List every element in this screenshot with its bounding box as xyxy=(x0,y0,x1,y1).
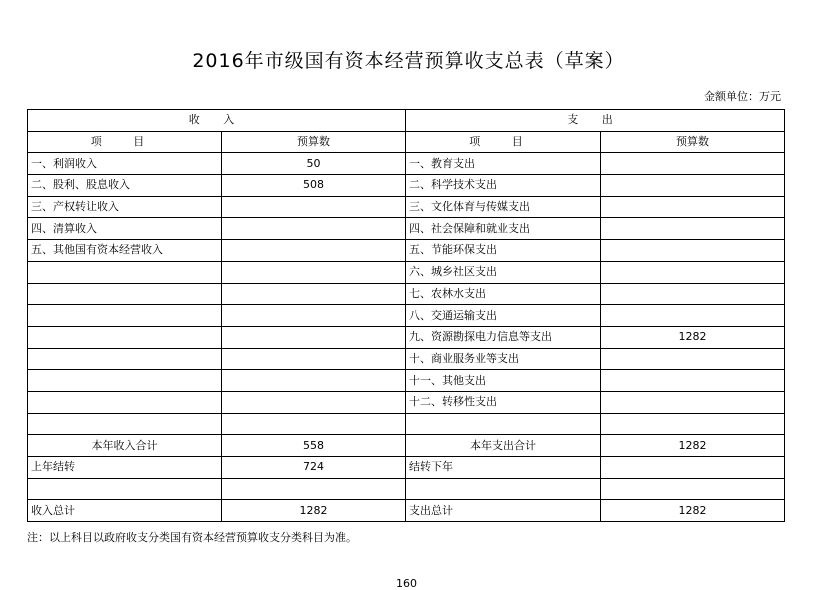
grand-expense-value: 1282 xyxy=(601,500,785,522)
grand-income-label: 收入总计 xyxy=(28,500,222,522)
income-item-cell xyxy=(28,305,222,327)
carryover-in-label: 上年结转 xyxy=(28,457,222,479)
income-total-value: 558 xyxy=(222,435,406,457)
carryover-out-label: 结转下年 xyxy=(406,457,601,479)
column-header-row xyxy=(28,131,785,153)
expense-value-cell xyxy=(601,240,785,262)
table-row xyxy=(28,240,785,262)
expense-item-header: 项 目 xyxy=(406,131,601,153)
income-total-label: 本年收入合计 xyxy=(28,435,222,457)
expense-value-cell xyxy=(601,391,785,413)
income-item-cell xyxy=(28,348,222,370)
table-row xyxy=(28,391,785,413)
grand-expense-label: 支出总计 xyxy=(406,500,601,522)
expense-section-header: 支 出 xyxy=(406,110,785,132)
expense-item-cell: 七、农林水支出 xyxy=(406,283,601,305)
table-row xyxy=(28,348,785,370)
income-value-cell xyxy=(222,240,406,262)
section-header-row xyxy=(28,110,785,132)
table-row xyxy=(28,196,785,218)
expense-value-cell xyxy=(601,261,785,283)
expense-value-cell xyxy=(601,153,785,175)
table-row xyxy=(28,283,785,305)
annual-total-row xyxy=(28,435,785,457)
income-value-cell xyxy=(222,283,406,305)
income-value-cell xyxy=(222,261,406,283)
empty-cell xyxy=(601,478,785,500)
expense-item-cell: 九、资源勘探电力信息等支出 xyxy=(406,326,601,348)
expense-value-cell xyxy=(601,348,785,370)
expense-value-cell xyxy=(601,218,785,240)
income-item-cell: 五、其他国有资本经营收入 xyxy=(28,240,222,262)
expense-item-cell: 六、城乡社区支出 xyxy=(406,261,601,283)
table-row xyxy=(28,305,785,327)
income-value-cell xyxy=(222,370,406,392)
expense-value-cell: 1282 xyxy=(601,326,785,348)
carryover-in-value: 724 xyxy=(222,457,406,479)
carryover-out-value xyxy=(601,457,785,479)
expense-value-cell xyxy=(601,305,785,327)
grand-income-value: 1282 xyxy=(222,500,406,522)
expense-budget-header: 预算数 xyxy=(601,131,785,153)
income-item-cell xyxy=(28,261,222,283)
income-section-header: 收 入 xyxy=(28,110,406,132)
income-budget-header: 预算数 xyxy=(222,131,406,153)
income-item-cell xyxy=(28,391,222,413)
blank-row xyxy=(28,478,785,500)
expense-item-cell: 四、社会保障和就业支出 xyxy=(406,218,601,240)
income-item-header: 项 目 xyxy=(28,131,222,153)
income-value-cell xyxy=(222,391,406,413)
expense-item-cell: 五、节能环保支出 xyxy=(406,240,601,262)
income-value-cell xyxy=(222,413,406,435)
table-row xyxy=(28,413,785,435)
expense-value-cell xyxy=(601,370,785,392)
income-value-cell xyxy=(222,218,406,240)
expense-value-cell xyxy=(601,283,785,305)
budget-table xyxy=(27,109,785,522)
table-row xyxy=(28,326,785,348)
expense-item-cell xyxy=(406,413,601,435)
income-item-cell: 四、清算收入 xyxy=(28,218,222,240)
income-value-cell xyxy=(222,305,406,327)
grand-total-row xyxy=(28,500,785,522)
empty-cell xyxy=(222,478,406,500)
income-item-cell: 二、股利、股息收入 xyxy=(28,175,222,197)
empty-cell xyxy=(28,478,222,500)
expense-total-label: 本年支出合计 xyxy=(406,435,601,457)
expense-value-cell xyxy=(601,413,785,435)
income-item-cell xyxy=(28,413,222,435)
income-item-cell: 三、产权转让收入 xyxy=(28,196,222,218)
page-number: 160 xyxy=(396,577,417,590)
table-row xyxy=(28,218,785,240)
table-row xyxy=(28,261,785,283)
income-value-cell: 50 xyxy=(222,153,406,175)
footnote: 注：以上科目以政府收支分类国有资本经营预算收支分类科目为准。 xyxy=(27,531,357,544)
income-item-cell xyxy=(28,326,222,348)
unit-label: 金额单位：万元 xyxy=(704,90,781,103)
income-value-cell xyxy=(222,326,406,348)
income-item-cell xyxy=(28,370,222,392)
expense-item-cell: 二、科学技术支出 xyxy=(406,175,601,197)
expense-total-value: 1282 xyxy=(601,435,785,457)
expense-item-cell: 一、教育支出 xyxy=(406,153,601,175)
expense-value-cell xyxy=(601,175,785,197)
table-row xyxy=(28,175,785,197)
income-value-cell: 508 xyxy=(222,175,406,197)
expense-item-cell: 三、文化体育与传媒支出 xyxy=(406,196,601,218)
expense-item-cell: 十一、其他支出 xyxy=(406,370,601,392)
carryover-row xyxy=(28,457,785,479)
expense-value-cell xyxy=(601,196,785,218)
expense-item-cell: 十二、转移性支出 xyxy=(406,391,601,413)
table-row xyxy=(28,370,785,392)
income-item-cell xyxy=(28,283,222,305)
income-item-cell: 一、利润收入 xyxy=(28,153,222,175)
expense-item-cell: 十、商业服务业等支出 xyxy=(406,348,601,370)
table-row xyxy=(28,153,785,175)
page-title: 2016年市级国有资本经营预算收支总表（草案） xyxy=(192,50,625,72)
income-value-cell xyxy=(222,348,406,370)
income-value-cell xyxy=(222,196,406,218)
expense-item-cell: 八、交通运输支出 xyxy=(406,305,601,327)
empty-cell xyxy=(406,478,601,500)
